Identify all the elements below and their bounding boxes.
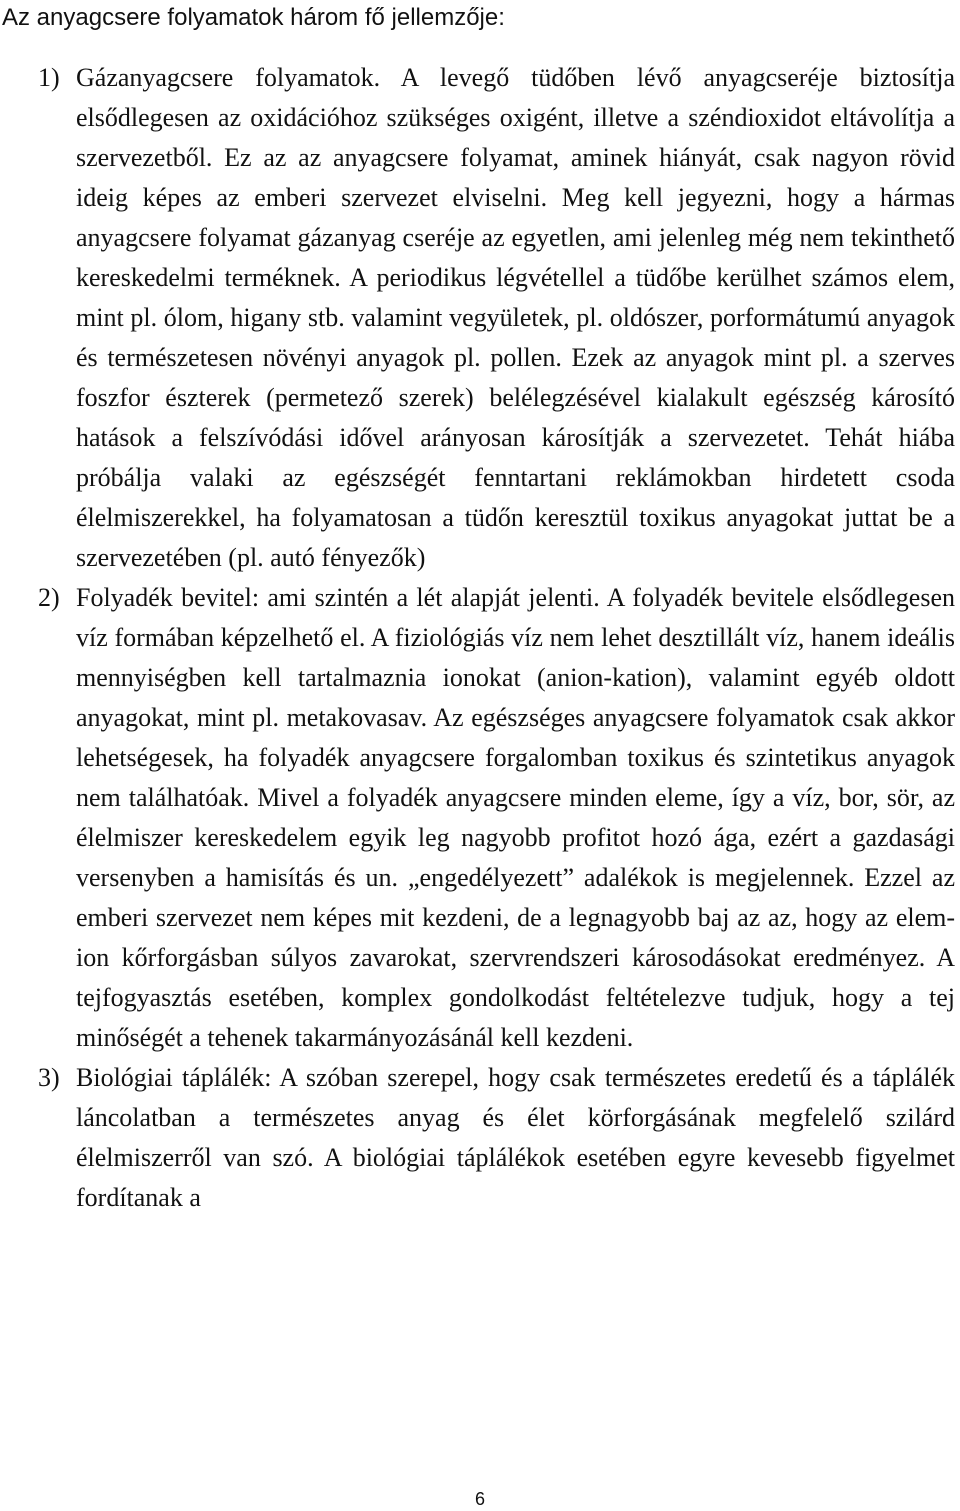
list-item-text: Gázanyagcsere folyamatok. A levegő tüdőben lévő anyagcseréje biztosítja elsődlegesen az oxidációhoz szükséges oxigént, illetve a széndioxidot eltávolítja a szervezetből. Ez az az anyagcsere folyamat, aminek hiányát, csak nagyon rövid ideig képes az emberi szervezet elviselni. Meg kell jegyezni, hogy a hármas anyagcsere folyamat gázanyag cseréje az egyetlen, ami jelenleg még nem tekinthető kereskedelmi terméknek. A periodikus légvétellel a tüdőbe kerülhet számos elem, mint pl. ólom, higany stb. valamint vegyületek, pl. oldószer, porformátumú anyagok és természetesen növényi anyagok pl. pollen. Ezek az anyagok mint pl. a szerves foszfor észterek (permetező szerek) belélegzésével kialakult egészség károsító hatások a felszívódási idővel arányosan károsítják a szervezetet. Tehát hiába próbálja valaki az egészségét fenntartani reklámokban hirdetett csoda élelmiszerekkel, ha folyamatosan a tüdőn keresztül toxikus anyagokat juttat be a szervezetében (pl. autó fényezők) [76,63,955,572]
list-item [0,1058,955,1218]
list-item [0,58,955,578]
section-heading: Az anyagcsere folyamatok három fő jellemzője: [2,4,505,31]
list-item-number: 2) [38,583,60,612]
list-item-number: 3) [38,1063,60,1092]
list-item [0,578,955,1058]
characteristics-list [0,58,955,1218]
page-number: 6 [474,1489,485,1509]
list-item-text: Biológiai táplálék: A szóban szerepel, hogy csak természetes eredetű és a táplálék láncolatban a természetes anyag és élet körforgásának megfelelő szilárd élelmiszerről van szó. A biológiai táplálékok esetében egyre kevesebb figyelmet fordítanak a [76,1063,955,1212]
list-item-text: Folyadék bevitel: ami szintén a lét alapját jelenti. A folyadék bevitele elsődlegesen víz formában képzelhető el. A fiziológiás víz nem lehet desztillált víz, hanem ideális mennyiségben kell tartalmaznia ionokat (anion-kation), valamint egyéb oldott anyagokat, mint pl. metakovasav. Az egészséges anyagcsere folyamatok csak akkor lehetségesek, ha folyadék anyagcsere forgalomban toxikus és szintetikus anyagok nem találhatóak. Mivel a folyadék anyagcsere minden eleme, így a víz, bor, sör, az élelmiszer kereskedelem egyik leg nagyobb profitot hozó ága, ezért a gazdasági versenyben a hamisítás és un. „engedélyezett” adalékok is megjelennek. Ezzel az emberi szervezet nem képes mit kezdeni, de a legnagyobb baj az az, hogy az elem-ion kőrforgásban súlyos zavarokat, szervrendszeri károsodásokat eredményez. A tejfogyasztás esetében, komplex gondolkodást feltételezve tudjuk, hogy a tej minőségét a tehenek takarmányozásánál kell kezdeni. [76,583,955,1052]
list-item-number: 1) [38,63,60,92]
